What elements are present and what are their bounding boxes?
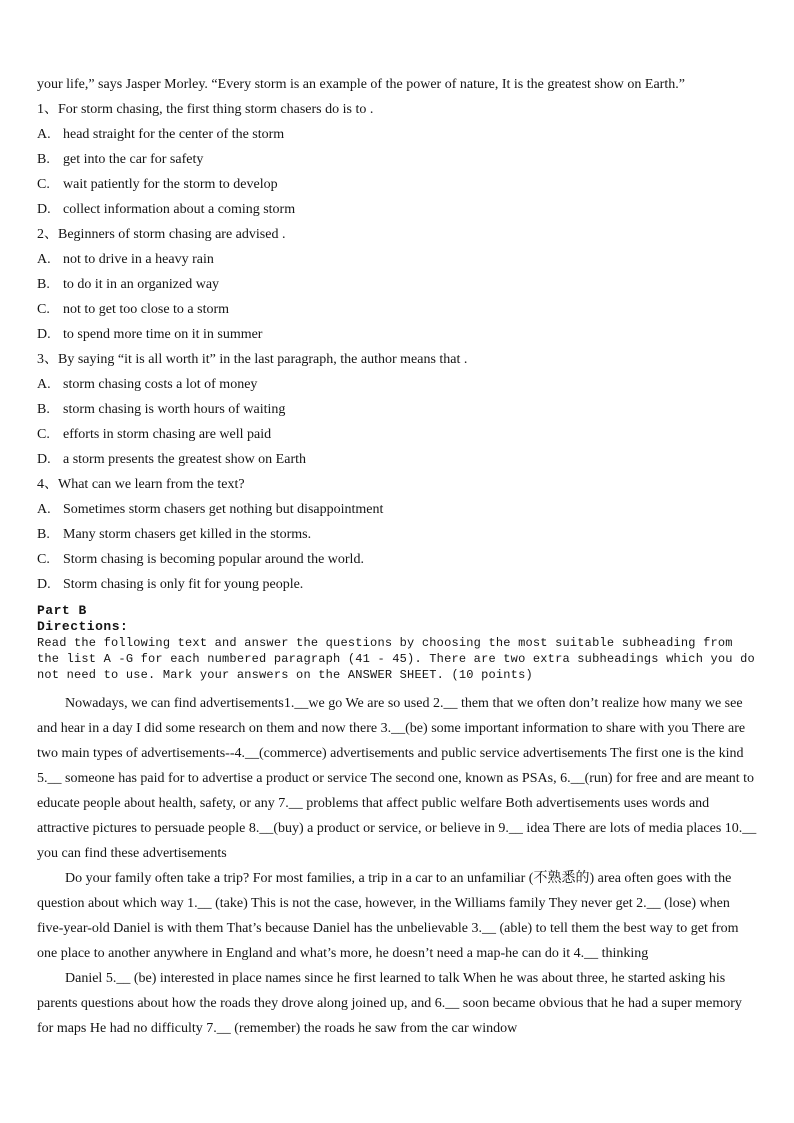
question-option <box>37 147 758 172</box>
option-label: D. <box>37 327 51 342</box>
option-label: C. <box>37 177 50 192</box>
question-number: 2、 <box>37 227 58 242</box>
question-stem <box>37 222 758 247</box>
part-b-heading: Part B <box>37 603 87 618</box>
option-label: C. <box>37 302 50 317</box>
intro-line: your life,” says Jasper Morley. “Every storm is an example of the power of nature, It is the greatest show on Earth.” <box>37 77 685 92</box>
question-option <box>37 122 758 147</box>
question-option <box>37 322 758 347</box>
option-text: Storm chasing is becoming popular around the world. <box>63 552 364 567</box>
part-b-section <box>37 603 758 683</box>
option-text: Many storm chasers get killed in the storms. <box>63 527 312 542</box>
question-stem <box>37 472 758 497</box>
question-option <box>37 372 758 397</box>
option-text: head straight for the center of the storm <box>63 127 285 142</box>
question-stem <box>37 347 758 372</box>
question-option <box>37 522 758 547</box>
option-label: A. <box>37 502 51 517</box>
option-text: not to drive in a heavy rain <box>63 252 214 267</box>
question-option <box>37 447 758 472</box>
question-option <box>37 297 758 322</box>
option-label: D. <box>37 202 51 217</box>
passage-paragraph-advertisements: Nowadays, we can find advertisements1.__we go We are so used 2.__ them that we often don’t realize how many we see and hear in a day I did some research on them and now there 3.__(be) some important information to share with you There are two main types of advertisements--4.__(commerce) advertisements and public service advertisements The first one is the kind 5.__ someone has paid for to advertise a product or service The second one, known as PSAs, 6.__(run) for free and are meant to educate people about health, safety, or any 7.__ problems that affect public welfare Both advertisements uses words and attractive pictures to persuade people 8.__(buy) a product or service, or believe in 9.__ idea There are lots of media places 10.__ you can find these advertisements <box>37 696 757 861</box>
option-text: Storm chasing is only fit for young people. <box>63 577 304 592</box>
option-text: wait patiently for the storm to develop <box>63 177 278 192</box>
question-text: What can we learn from the text? <box>58 477 245 492</box>
question-text: By saying “it is all worth it” in the last paragraph, the author means that . <box>58 352 468 367</box>
questions-section <box>37 97 758 597</box>
option-label: B. <box>37 527 50 542</box>
question-option <box>37 547 758 572</box>
question-option <box>37 572 758 597</box>
question-number: 3、 <box>37 352 58 367</box>
option-label: D. <box>37 452 51 467</box>
option-text: Sometimes storm chasers get nothing but disappointment <box>63 502 384 517</box>
option-label: D. <box>37 577 51 592</box>
option-label: B. <box>37 402 50 417</box>
option-text: not to get too close to a storm <box>63 302 230 317</box>
question-text: Beginners of storm chasing are advised . <box>58 227 286 242</box>
question-option <box>37 397 758 422</box>
passages-section <box>37 691 758 1041</box>
question-number: 1、 <box>37 102 58 117</box>
question-option <box>37 197 758 222</box>
option-label: A. <box>37 252 51 267</box>
option-text: a storm presents the greatest show on Earth <box>63 452 306 467</box>
question-text: For storm chasing, the first thing storm chasers do is to . <box>58 102 374 117</box>
option-text: storm chasing is worth hours of waiting <box>63 402 286 417</box>
option-text: storm chasing costs a lot of money <box>63 377 258 392</box>
option-label: C. <box>37 552 50 567</box>
question-number: 4、 <box>37 477 58 492</box>
question-stem <box>37 97 758 122</box>
option-label: B. <box>37 277 50 292</box>
option-text: to spend more time on it in summer <box>63 327 263 342</box>
option-label: A. <box>37 377 51 392</box>
passage-paragraph-daniel: Daniel 5.__ (be) interested in place names since he first learned to talk When he was about three, he started asking his parents questions about how the roads they drove along joined up, and 6.__ soon became obvious that he had a super memory for maps He had no difficulty 7.__ (remember) the roads he saw from the car window <box>37 971 742 1036</box>
option-text: efforts in storm chasing are well paid <box>63 427 272 442</box>
question-option <box>37 247 758 272</box>
passage-paragraph-family-trip: Do your family often take a trip? For most families, a trip in a car to an unfamiliar (不熟悉的) area often goes with the question about which way 1.__ (take) This is not the case, however, in the Williams family They never get 2.__ (lose) when five-year-old Daniel is with them That’s because Daniel has the unbelievable 3.__ (able) to tell them the best way to get from one place to another anywhere in England and what’s more, he doesn’t need a map-he can do it 4.__ thinking <box>37 871 739 961</box>
option-text: to do it in an organized way <box>63 277 220 292</box>
directions-text: Read the following text and answer the questions by choosing the most suitable subheading from the list A -G for each numbered paragraph (41 - 45). There are two extra subheadings which you do not need to use. Mark your answers on the ANSWER SHEET. (10 points) <box>37 636 755 682</box>
option-label: C. <box>37 427 50 442</box>
question-option <box>37 172 758 197</box>
option-text: collect information about a coming storm <box>63 202 296 217</box>
option-label: B. <box>37 152 50 167</box>
option-text: get into the car for safety <box>63 152 204 167</box>
question-option <box>37 422 758 447</box>
question-option <box>37 272 758 297</box>
question-option <box>37 497 758 522</box>
directions-label: Directions: <box>37 619 129 634</box>
option-label: A. <box>37 127 51 142</box>
